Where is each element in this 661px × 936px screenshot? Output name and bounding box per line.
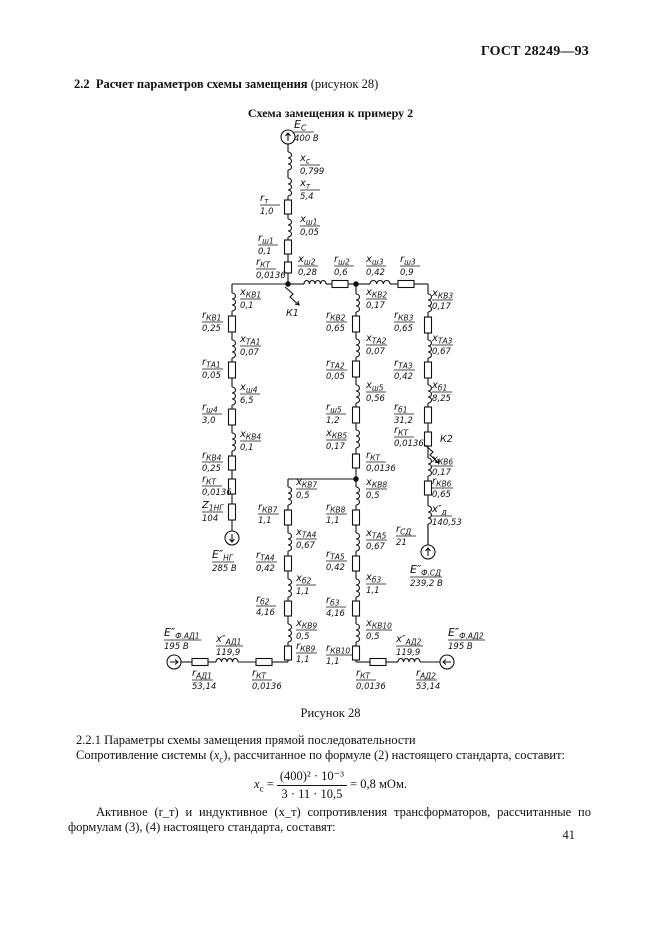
inductor	[288, 178, 292, 196]
inductor	[356, 294, 360, 312]
inductor	[232, 293, 236, 311]
element-value-label: 0,6	[334, 268, 348, 278]
formula-numerator: (400)² · 10⁻³	[277, 768, 347, 786]
element-value-label: 0,0136	[252, 682, 282, 692]
resistor	[229, 316, 236, 332]
element-name-label: $r_{КТ}$	[202, 474, 217, 487]
element-value-label: 0,42	[256, 564, 275, 574]
resistor	[285, 556, 292, 571]
element-name-label: $r_{б3}$	[326, 595, 340, 608]
inductor	[370, 281, 390, 285]
inductor	[232, 433, 236, 451]
element-value-label: 0,1	[240, 301, 254, 311]
inductor	[428, 506, 432, 524]
resistor	[256, 659, 272, 666]
resistor	[353, 316, 360, 332]
element-name-label: $x_{ш4}$	[240, 382, 258, 395]
element-name-label: $x_{ТА3}$	[432, 333, 453, 346]
element-value-label: 0,05	[202, 371, 221, 381]
element-value-label: 0,42	[366, 268, 385, 278]
scheme-title: Схема замещения к примеру 2	[247, 106, 414, 120]
resistor	[353, 646, 360, 660]
element-value-label: 0,17	[432, 468, 451, 478]
element-name-label: $x_{б1}$	[432, 380, 448, 393]
element-value-label: 6,5	[240, 396, 254, 406]
element-name-label: $x_{КВ8}$	[366, 477, 388, 490]
inductor	[304, 281, 326, 285]
inductor	[288, 624, 292, 642]
element-value-label: 4,16	[256, 608, 275, 618]
element-value-label: 239,2 В	[410, 579, 443, 589]
element-value-label: 285 В	[212, 564, 237, 574]
element-name-label: $r_{КТ}$	[356, 668, 371, 681]
element-value-label: 104	[202, 514, 219, 524]
standard-code: ГОСТ 28249—93	[480, 44, 589, 59]
element-name-label: $r_{ш2}$	[334, 254, 350, 267]
resistor	[229, 456, 236, 470]
p2-symbol: x	[213, 748, 220, 762]
element-value-label: 0,25	[202, 464, 221, 474]
element-value-label: 0,56	[366, 394, 385, 404]
element-name-label: $r_{ш1}$	[258, 233, 274, 246]
fault-lightning-icon	[285, 287, 299, 305]
element-name-label: $r_{КВ1}$	[202, 310, 222, 323]
element-value-label: 140,53	[432, 518, 462, 528]
element-name-label: $r_{АД2}$	[416, 668, 436, 681]
element-name-label: $E''_{Ф.АД1}$	[164, 626, 200, 641]
element-name-label: $r_{КТ}$	[394, 425, 409, 438]
inductor	[288, 533, 292, 551]
element-value-label: 0,0136	[366, 464, 396, 474]
element-name-label: $x''_{АД2}$	[396, 634, 422, 647]
resistor	[353, 407, 360, 423]
element-value-label: 0,17	[366, 301, 385, 311]
element-name-label: $x_{ш3}$	[366, 254, 384, 267]
element-value-label: 1,2	[326, 416, 340, 426]
element-name-label: $r_{б2}$	[256, 594, 270, 607]
inductor	[356, 624, 360, 642]
element-name-label: $r_{КВ7}$	[258, 502, 278, 515]
element-value-label: 0,25	[202, 324, 221, 334]
element-value-label: 5,4	[300, 192, 314, 202]
resistor	[425, 407, 432, 423]
resistor	[285, 240, 292, 254]
formula-lhs: x	[254, 776, 260, 791]
resistor	[285, 601, 292, 616]
element-name-label: $r_{ш4}$	[202, 402, 218, 415]
element-value-label: 0,5	[296, 491, 310, 501]
element-name-label: $E''_{Ф.СД}$	[410, 563, 441, 578]
formula-result: = 0,8 мОм.	[350, 776, 407, 791]
element-name-label: $x_{КВ1}$	[240, 287, 262, 300]
inductor	[356, 430, 360, 448]
element-name-label: $x_{КВ7}$	[296, 477, 318, 490]
element-name-label: $r_{ТА2}$	[326, 358, 345, 371]
element-name-label: $x_{ш5}$	[366, 380, 384, 393]
inductor	[356, 339, 360, 357]
element-name-label: $r_{АД1}$	[192, 668, 212, 681]
element-value-label: 53,14	[416, 682, 441, 692]
inductor	[356, 385, 360, 403]
section-figure-ref: (рисунок 28)	[310, 77, 379, 91]
element-value-label: 53,14	[192, 682, 217, 692]
formula-denominator: 3 · 11 · 10,5	[281, 787, 343, 801]
element-name-label: $x_{ТА2}$	[366, 333, 387, 346]
element-value-label: 0,1	[258, 247, 272, 257]
element-name-label: $x_{КВ9}$	[296, 618, 318, 631]
element-value-label: 0,07	[240, 348, 259, 358]
element-value-label: 0,67	[296, 541, 315, 551]
p2-text-a: Сопротивление системы (	[76, 748, 214, 762]
element-value-label: 1,1	[258, 516, 272, 526]
element-name-label: $x_{ТА5}$	[366, 528, 387, 541]
element-name-label: $r_{КВ9}$	[296, 641, 316, 654]
element-value-label: 8,25	[432, 394, 451, 404]
element-name-label: $r_{б1}$	[394, 402, 408, 415]
element-name-label: $r_{КТ}$	[252, 668, 267, 681]
element-value-label: 1,1	[296, 587, 310, 597]
element-value-label: 0,65	[394, 324, 413, 334]
element-value-label: 0,0136	[202, 488, 232, 498]
resistor	[353, 510, 360, 525]
element-value-label: 195 В	[448, 642, 473, 652]
element-name-label: $E_С$	[294, 118, 307, 133]
junction-dot	[354, 282, 358, 286]
inductor	[288, 487, 292, 505]
element-value-label: 21	[396, 538, 407, 548]
element-name-label: $x''_{АД1}$	[216, 634, 242, 647]
element-name-label: $r_{КВ8}$	[326, 502, 346, 515]
inductor	[288, 219, 292, 237]
paragraph-subsection: 2.2.1 Параметры схемы замещения прямой последовательности	[76, 733, 416, 747]
paragraph-system-resistance	[76, 748, 565, 768]
element-value-label: 0,5	[366, 491, 380, 501]
element-name-label: $x_{КВ3}$	[432, 288, 454, 301]
element-name-label: $r_{ш3}$	[400, 254, 416, 267]
element-name-label: $r_{КВ10}$	[326, 643, 351, 656]
resistor	[353, 601, 360, 616]
resistor	[332, 281, 348, 288]
section-title: Расчет параметров схемы замещения	[95, 77, 308, 91]
formula-xc: $x_с$ = $\frac{\text{(400)² · 10⁻³}}{3 \cdot 11 \cdot 10,5}$ = 0,8 мОм.	[254, 769, 407, 801]
element-value-label: 0,05	[326, 372, 345, 382]
element-name-label: $r_{КВ4}$	[202, 450, 222, 463]
element-name-label: $x_{б3}$	[366, 572, 382, 585]
inductor	[288, 579, 292, 597]
inductor	[428, 294, 432, 312]
element-name-label: $r_{СД}$	[396, 524, 412, 537]
element-value-label: 0,42	[394, 372, 413, 382]
element-value-label: 0,5	[366, 632, 380, 642]
element-name-label: $x''_д$	[432, 504, 447, 517]
element-name-label: $r_{КВ3}$	[394, 310, 414, 323]
resistor	[425, 432, 432, 446]
element-name-label: $x_{КВ2}$	[366, 287, 388, 300]
resistor	[370, 659, 386, 666]
inductor	[288, 152, 292, 170]
inductor	[216, 659, 238, 662]
resistor	[353, 454, 360, 468]
element-name-label: $x_{КВ10}$	[366, 618, 392, 631]
element-value-label: 1,1	[326, 516, 340, 526]
element-name-label: $r_{ТА1}$	[202, 357, 221, 370]
resistor	[229, 504, 236, 520]
resistor	[192, 659, 208, 666]
inductor	[356, 487, 360, 505]
inductor	[232, 340, 236, 358]
element-value-label: 1,1	[326, 657, 340, 667]
element-name-label: $r_{КТ}$	[366, 450, 381, 463]
resistor	[425, 362, 432, 378]
element-value-label: 0,67	[366, 542, 385, 552]
element-value-label: 0,1	[240, 443, 254, 453]
element-name-label: $r_{КВ6}$	[432, 476, 452, 489]
element-value-label: 400 В	[294, 134, 319, 144]
resistor	[353, 361, 360, 377]
paragraph-transformer-resistance: Активное (r_т) и индуктивное (x_т) сопротивления трансформаторов, рассчитанные по формулам (3), (4) настоящего стандарта, составят:	[68, 805, 591, 834]
formula-lhs-sub: с	[259, 783, 264, 794]
element-value-label: 0,0136	[356, 682, 386, 692]
formula-fraction	[277, 768, 347, 802]
element-name-label: $x_{б2}$	[296, 573, 312, 586]
p2-symbol-sub: с	[219, 754, 224, 765]
resistor	[425, 481, 432, 495]
element-name-label: $r_{ТА3}$	[394, 358, 413, 371]
element-value-label: 3,0	[202, 416, 216, 426]
resistor	[229, 409, 236, 425]
element-value-label: 0,65	[326, 324, 345, 334]
element-value-label: 195 В	[164, 642, 189, 652]
element-name-label: $E''_{НГ}$	[212, 548, 233, 563]
resistor	[398, 281, 414, 288]
inductor	[428, 340, 432, 358]
section-number: 2.2	[74, 77, 90, 91]
junction-dot	[354, 477, 358, 481]
element-name-label: $x_{КВ4}$	[240, 429, 262, 442]
inductor	[232, 387, 236, 405]
element-name-label: $r_{КТ}$	[256, 257, 271, 270]
element-value-label: 0,42	[326, 563, 345, 573]
junction-dot	[286, 282, 290, 286]
resistor	[425, 317, 432, 333]
element-value-label: 0,67	[432, 347, 451, 357]
resistor	[229, 362, 236, 378]
element-name-label: $x_{ТА4}$	[296, 527, 317, 540]
element-name-label: $x_{КВ5}$	[326, 428, 348, 441]
figure-caption: Рисунок 28	[300, 706, 361, 720]
element-name-label: $x_{ТА1}$	[240, 334, 261, 347]
element-value-label: 1,1	[296, 655, 310, 665]
resistor	[285, 646, 292, 660]
element-value-label: 0,0136	[394, 439, 424, 449]
element-name-label: $Z_{1НГ}$	[202, 500, 224, 513]
element-value-label: 1,1	[366, 586, 380, 596]
element-value-label: 0,5	[296, 632, 310, 642]
element-name-label: $x_с$	[300, 153, 311, 166]
inductor	[356, 579, 360, 597]
element-value-label: 1,0	[260, 207, 274, 217]
inductor	[428, 458, 432, 476]
element-value-label: 0,17	[326, 442, 345, 452]
element-value-label: 0,07	[366, 347, 385, 357]
resistor	[353, 556, 360, 571]
element-value-label: 119,9	[396, 648, 421, 658]
element-value-label: 0,28	[298, 268, 317, 278]
resistor	[285, 200, 292, 214]
resistor	[285, 510, 292, 525]
element-value-label: 0,9	[400, 268, 414, 278]
element-value-label: 0,17	[432, 302, 451, 312]
element-value-label: 119,9	[216, 648, 241, 658]
page-number: 41	[562, 828, 575, 842]
element-name-label: $x_{ш1}$	[300, 214, 318, 227]
element-name-label: $x_{КВ6}$	[432, 454, 454, 467]
element-value-label: 31,2	[394, 416, 413, 426]
element-value-label: 0,0136	[256, 271, 286, 281]
element-name-label: $r_т$	[260, 193, 269, 206]
element-value-label: 4,16	[326, 609, 345, 619]
element-name-label: $E''_{Ф.АД2}$	[448, 626, 484, 641]
fault-point-label: К1	[286, 308, 299, 319]
inductor	[356, 533, 360, 551]
element-name-label: $r_{ш5}$	[326, 402, 342, 415]
inductor	[428, 385, 432, 403]
p2-text-b: ), рассчитанное по формуле (2) настоящего стандарта, составит:	[223, 748, 566, 762]
element-name-label: $x_т$	[300, 178, 311, 191]
element-name-label: $r_{ТА5}$	[326, 549, 345, 562]
element-value-label: 0,799	[300, 167, 325, 177]
inductor	[398, 659, 420, 662]
element-name-label: $r_{КВ2}$	[326, 310, 346, 323]
element-name-label: $r_{ТА4}$	[256, 550, 275, 563]
element-name-label: $x_{ш2}$	[298, 254, 316, 267]
element-value-label: 0,05	[300, 228, 319, 238]
circuit-labels	[164, 118, 485, 692]
fault-point-label: К2	[440, 434, 453, 445]
element-value-label: 0,65	[432, 490, 451, 500]
